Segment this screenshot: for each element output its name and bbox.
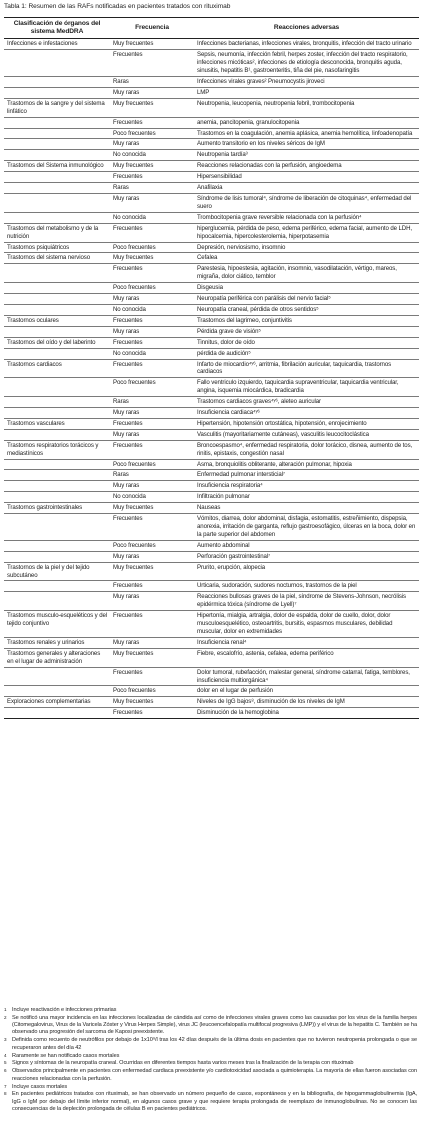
adverse-reaction-cell: Broncoespasmo⁴, enfermedad respiratoria, dolor torácico, disnea, aumento de tos, rinitis, epistaxis, congestión nasal [194,440,419,459]
organ-class-cell: Trastornos generales y alteraciones en el lugar de administración [4,648,110,667]
footnote-marker: 2 [4,1014,7,1020]
organ-class-cell: Trastornos vasculares [4,418,110,429]
frequency-cell: Muy raras [110,429,194,440]
organ-class-cell [4,378,110,397]
footnote-text: Observados principalmente en pacientes con enfermedad cardiaca preexistente y/o cardiotoxicidad asociada a quimioterapia. La mayoría de ellas fueron asociadas con reacciones relacionadas con la perfusión. [12,1068,417,1082]
organ-class-cell [4,708,110,719]
table-row [4,551,419,562]
frequency-cell: Frecuentes [110,117,194,128]
adverse-reaction-cell: Hipertensión, hipotensión ortostática, hipotensión, enrojecimiento [194,418,419,429]
frequency-cell: Frecuentes [110,581,194,592]
adverse-reaction-cell: pérdida de audición⁵ [194,348,419,359]
table-row [4,440,419,459]
adverse-reaction-cell: Reacciones relacionadas con la perfusión, angioedema [194,161,419,172]
table-row [4,87,419,98]
table-row [4,253,419,264]
frequency-cell: Muy frecuentes [110,161,194,172]
adverse-reaction-cell: Dolor tumoral, rubefacción, malestar general, síndrome catarral, fatiga, temblores, insuficiencia multiorgánica⁴ [194,667,419,686]
adverse-reaction-cell: Insuficiencia cardiaca⁴ʸ⁶ [194,408,419,419]
organ-class-cell [4,514,110,541]
organ-class-cell: Trastornos gastrointestinales [4,503,110,514]
table-row [4,397,419,408]
frequency-cell: Poco frecuentes [110,378,194,397]
table-row [4,337,419,348]
footnote [4,1084,417,1091]
organ-class-cell: Trastornos de la sangre y del sistema linfático [4,98,110,117]
footnote-marker: 3 [4,1037,7,1043]
frequency-cell: Muy raras [110,551,194,562]
organ-class-cell: Trastornos del sistema nervioso [4,253,110,264]
table-row [4,592,419,611]
organ-class-cell [4,581,110,592]
frequency-cell: Frecuentes [110,337,194,348]
organ-class-cell [4,540,110,551]
adverse-reaction-cell: Neuropatía periférica con parálisis del nervio facial⁵ [194,294,419,305]
frequency-cell: Frecuentes [110,315,194,326]
footnote-text: Se notificó una mayor incidencia en las infecciones localizadas de cándida así como de infecciones virales graves como las causadas por los virus de la familia herpes (Citomegalovirus, Virus de la Varicela Zóster y Virus Herpes Simple), virus JC (leucoencefalopatía multifocal progresiva (LMP)) y el virus de la hepatitis C. También se ha observado una progresión del sarcoma de Kaposi preexistente. [12,1014,417,1036]
organ-class-cell [4,128,110,139]
footnote-marker: 8 [4,1091,7,1097]
adverse-reaction-cell: Reacciones bullosas graves de la piel, síndrome de Stevens-Johnson, necrólisis epidérmica tóxica (síndrome de Lyell)⁷ [194,592,419,611]
table-row [4,686,419,697]
table-row [4,264,419,283]
footnote-text: Incluye reactivación e infecciones primarias [12,1007,117,1013]
table-row [4,492,419,503]
table-row [4,117,419,128]
frequency-cell: Frecuentes [110,611,194,638]
table-row [4,294,419,305]
adverse-reaction-cell: Sepsis, neumonía, infección febril, herpes zoster, infección del tracto respiratorio, infecciones micóticas², infecciones de etiología desconocida, bronquitis aguda, sinusitis, hepatitis B¹, gastroenteritis, tiña del pie, nasofaringitis [194,50,419,77]
frequency-cell: Muy frecuentes [110,98,194,117]
frequency-cell: Poco frecuentes [110,686,194,697]
adverse-reaction-cell: Enfermedad pulmonar intersticial⁷ [194,470,419,481]
table-row [4,283,419,294]
table-row [4,183,419,194]
table-row [4,98,419,117]
organ-class-cell [4,194,110,213]
organ-class-cell [4,470,110,481]
frequency-cell: Frecuentes [110,359,194,378]
table-row [4,514,419,541]
table-row [4,459,419,470]
organ-class-cell: Trastornos psiquiátricos [4,242,110,253]
organ-class-cell [4,139,110,150]
table-row [4,562,419,581]
header-frequency: Frecuencia [110,18,194,39]
adverse-reaction-cell: Neutropenia tardía³ [194,150,419,161]
adverse-reactions-table [4,17,419,719]
organ-class-cell [4,551,110,562]
adverse-reaction-cell: Neuropatía craneal, pérdida de otros sentidos⁵ [194,304,419,315]
table-row [4,611,419,638]
footnote-text: Signos y síntomas de la neuropatía craneal. Ocurridas en diferentes tiempos hasta varios meses tras la finalización de la terapia con rituximab [12,1060,354,1067]
table-row [4,194,419,213]
footnote [4,1015,417,1037]
frequency-cell: No conocida [110,348,194,359]
footnote-text: Incluye casos mortales [12,1083,68,1090]
adverse-reaction-cell: Trastornos cardiacos graves⁴ʸ⁶, aleteo auricular [194,397,419,408]
adverse-reaction-cell: Nauseas [194,503,419,514]
adverse-reaction-cell: Anafilaxia [194,183,419,194]
table-row [4,39,419,50]
adverse-reaction-cell: Prurito, erupción, alopecia [194,562,419,581]
table-row [4,540,419,551]
footnote-text: Raramente se han notificado casos mortales [12,1052,120,1059]
footnote-text: Definida como recuento de neutrófilos por debajo de 1x10⁹/l tras los 42 días después de la última dosis en pacientes que no tuvieron neutropenia prolongada o que se recuperaron antes del día 42 [12,1037,417,1051]
adverse-reaction-cell: Parestesia, hipoestesia, agitación, insomnio, vasodilatación, vértigo, mareos, migraña, dolor ciático, temblor [194,264,419,283]
adverse-reaction-cell: Vómitos, diarrea, dolor abdominal, disfagia, estomatitis, estreñimiento, dispepsia, anorexia, irritación de garganta, reflujo gastroesofágico, úlceras en la boca, dolor en la parte superior del abdomen [194,514,419,541]
organ-class-cell [4,304,110,315]
frequency-cell: Poco frecuentes [110,283,194,294]
organ-class-cell: Infecciones e infestaciones [4,39,110,50]
adverse-reaction-cell: Síndrome de lisis tumoral⁴, síndrome de liberación de citoquinas⁴, enfermedad del suero [194,194,419,213]
organ-class-cell [4,429,110,440]
organ-class-cell: Trastornos musculo-esqueléticos y del tejido conjuntivo [4,611,110,638]
adverse-reaction-cell: hiperglucemia, pérdida de peso, edema periférico, edema facial, aumento de LDH, hipocalcemia, hipercolesterolemia, hiperpotasemia [194,223,419,242]
frequency-cell: Muy raras [110,481,194,492]
footnote-marker: 5 [4,1060,7,1066]
table-row [4,648,419,667]
table-row [4,315,419,326]
adverse-reaction-cell: Disgeusia [194,283,419,294]
organ-class-cell [4,283,110,294]
adverse-reaction-cell: Insuficiencia respiratoria⁴ [194,481,419,492]
frequency-cell: Muy raras [110,408,194,419]
frequency-cell: Poco frecuentes [110,128,194,139]
organ-class-cell [4,50,110,77]
footnote [4,1091,417,1113]
frequency-cell: Frecuentes [110,223,194,242]
footnote-marker: 1 [4,1007,7,1012]
frequency-cell: No conocida [110,212,194,223]
frequency-cell: Muy frecuentes [110,648,194,667]
organ-class-cell [4,117,110,128]
frequency-cell: Poco frecuentes [110,242,194,253]
adverse-reaction-cell: Pérdida grave de visión⁵ [194,326,419,337]
table-row [4,242,419,253]
organ-class-cell [4,667,110,686]
adverse-reaction-cell: Tinnitus, dolor de oído [194,337,419,348]
footnote [4,1007,417,1014]
organ-class-cell [4,492,110,503]
adverse-reaction-cell: anemia, pancitopenia, granulocitopenia [194,117,419,128]
organ-class-cell [4,592,110,611]
footnote-marker: 6 [4,1068,7,1074]
footnote [4,1053,417,1060]
table-row [4,77,419,88]
frequency-cell: Muy raras [110,326,194,337]
table-row [4,161,419,172]
table-caption: Tabla 1: Resumen de las RAFs notificadas en pacientes tratados con rituximab [4,3,231,10]
header-organ-class: Clasificación de órganos del sistema MedDRA [4,18,110,39]
adverse-reaction-cell: Cefalea [194,253,419,264]
adverse-reaction-cell: Urticaria, sudoración, sudores nocturnos, trastornos de la piel [194,581,419,592]
frequency-cell: Muy raras [110,139,194,150]
table-row [4,128,419,139]
adverse-reaction-cell: Trastornos en la coagulación, anemia aplásica, anemia hemolítica, linfoadenopatía [194,128,419,139]
table-row [4,304,419,315]
table-row [4,172,419,183]
frequency-cell: Muy raras [110,87,194,98]
table-row [4,418,419,429]
organ-class-cell: Trastornos de la piel y del tejido subcutáneo [4,562,110,581]
organ-class-cell [4,397,110,408]
adverse-reaction-cell: Aumento transitorio en los niveles séricos de IgM [194,139,419,150]
frequency-cell: Frecuentes [110,514,194,541]
organ-class-cell: Trastornos respiratorios torácicos y mediastínicos [4,440,110,459]
frequency-cell: Poco frecuentes [110,459,194,470]
adverse-reaction-cell: Depresión, nerviosismo, insomnio [194,242,419,253]
adverse-reaction-cell: Infecciones bacterianas, infecciones virales, bronquitis, infección del tracto urinario [194,39,419,50]
footnote [4,1068,417,1083]
organ-class-cell: Exploraciones complementarias [4,697,110,708]
frequency-cell: Raras [110,397,194,408]
organ-class-cell: Trastornos cardiacos [4,359,110,378]
frequency-cell: Frecuentes [110,440,194,459]
footnote [4,1037,417,1052]
frequency-cell: Frecuentes [110,264,194,283]
frequency-cell: Raras [110,183,194,194]
footnote [4,1060,417,1067]
footnote-marker: 7 [4,1083,7,1089]
table-row [4,150,419,161]
table-row [4,503,419,514]
frequency-cell: Frecuentes [110,172,194,183]
adverse-reaction-cell: Asma, bronquiolitis obliterante, alteración pulmonar, hipoxia [194,459,419,470]
adverse-reaction-cell: Aumento abdominal [194,540,419,551]
frequency-cell: Muy raras [110,194,194,213]
organ-class-cell [4,408,110,419]
adverse-reaction-cell: Fallo ventriculo izquierdo, taquicardia supraventricular, taquicardia ventricular, angina, isquemia miocárdica, bradicardia [194,378,419,397]
frequency-cell: Muy raras [110,637,194,648]
table-row [4,223,419,242]
table-row [4,326,419,337]
table-row [4,470,419,481]
frequency-cell: Frecuentes [110,667,194,686]
frequency-cell: Frecuentes [110,708,194,719]
organ-class-cell [4,264,110,283]
adverse-reaction-cell: Vasculitis (mayoritariamente cutáneas), vasculitis leucocitoclástica [194,429,419,440]
table-row [4,708,419,719]
adverse-reaction-cell: dolor en el lugar de perfusión [194,686,419,697]
adverse-reaction-cell: Perforación gastrointestinal⁷ [194,551,419,562]
organ-class-cell [4,686,110,697]
table-row [4,359,419,378]
adverse-reaction-cell: Hipertonía, mialgia, artralgia, dolor de espalda, dolor de cuello, dolor, dolor musculoesquelético, osteoartritis, bursitis, espasmos musculares, debilidad muscular, dolor en extremidades [194,611,419,638]
table-row [4,581,419,592]
table-row [4,408,419,419]
table-row [4,50,419,77]
organ-class-cell: Trastornos del Sistema inmunológico [4,161,110,172]
table-row [4,212,419,223]
organ-class-cell [4,459,110,470]
table-row [4,139,419,150]
adverse-reaction-cell: Insuficiencia renal⁴ [194,637,419,648]
footnotes [4,1007,417,1114]
table-row [4,667,419,686]
adverse-reaction-cell: LMP [194,87,419,98]
organ-class-cell [4,172,110,183]
frequency-cell: No conocida [110,150,194,161]
table-row [4,429,419,440]
table-header-row [4,18,419,39]
footnote-marker: 4 [4,1052,7,1058]
organ-class-cell [4,481,110,492]
organ-class-cell [4,150,110,161]
frequency-cell: Muy frecuentes [110,562,194,581]
frequency-cell: Muy raras [110,592,194,611]
organ-class-cell [4,294,110,305]
footnote-text: En pacientes pediátricos tratados con rituximab, se han observado un número pequeño de casos, espontáneos y en la bibliografía, de hipogammaglobulinemia (IgA, IgG o IgM por debajo del límite inferior normal), en algunos casos grave y que requiere terapia prolongada de reemplazo de inmunoglobulinas. No se conocen las consecuencias de la depleción prolongada de células B en pacientes pediátricos. [12,1091,417,1113]
table-row [4,378,419,397]
adverse-reaction-cell: Trombocitopenia grave reversible relacionada con la perfusión⁴ [194,212,419,223]
table-row [4,697,419,708]
adverse-reaction-cell: Hipersensibilidad [194,172,419,183]
frequency-cell: Muy raras [110,294,194,305]
organ-class-cell [4,348,110,359]
organ-class-cell [4,87,110,98]
adverse-reaction-cell: Infarto de miocardio⁴ʸ⁶, arritmia, fibrilación auricular, taquicardia, trastornos cardiacos [194,359,419,378]
adverse-reaction-cell: Infiltración pulmonar [194,492,419,503]
table-row [4,348,419,359]
adverse-reaction-cell: Disminución de la hemoglobina [194,708,419,719]
frequency-cell: Raras [110,470,194,481]
organ-class-cell: Trastornos renales y urinarios [4,637,110,648]
organ-class-cell: Trastornos del metabolismo y de la nutrición [4,223,110,242]
table-body [4,39,419,719]
organ-class-cell: Trastornos del oído y del laberinto [4,337,110,348]
organ-class-cell [4,326,110,337]
frequency-cell: Muy frecuentes [110,253,194,264]
adverse-reaction-cell: Niveles de IgG bajos⁸, disminución de los niveles de IgM [194,697,419,708]
organ-class-cell [4,77,110,88]
organ-class-cell: Trastornos oculares [4,315,110,326]
frequency-cell: Muy frecuentes [110,697,194,708]
frequency-cell: Frecuentes [110,418,194,429]
frequency-cell: Poco frecuentes [110,540,194,551]
frequency-cell: Raras [110,77,194,88]
table-row [4,481,419,492]
frequency-cell: Frecuentes [110,50,194,77]
adverse-reaction-cell: Fiebre, escalofrío, astenia, cefalea, edema periférico [194,648,419,667]
adverse-reaction-cell: Trastornos del lagrimeo, conjuntivitis [194,315,419,326]
table-row [4,637,419,648]
frequency-cell: No conocida [110,492,194,503]
organ-class-cell [4,212,110,223]
organ-class-cell [4,183,110,194]
frequency-cell: Muy frecuentes [110,503,194,514]
frequency-cell: Muy frecuentes [110,39,194,50]
header-adverse-reactions: Reacciones adversas [194,18,419,39]
frequency-cell: No conocida [110,304,194,315]
adverse-reaction-cell: Neutropenia, leucopenia, neutropenia febril, trombocitopenia [194,98,419,117]
adverse-reaction-cell: Infecciones virales graves² Pneumocystis jiroveci [194,77,419,88]
